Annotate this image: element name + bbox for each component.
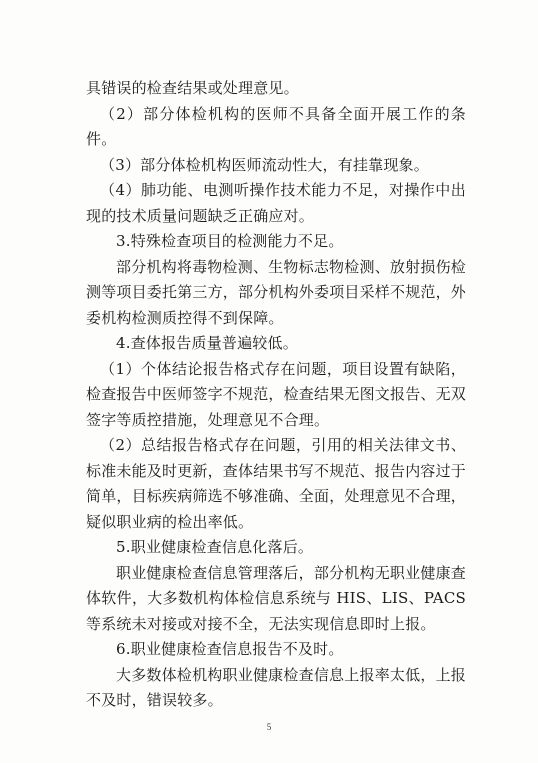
paragraph-continuation: 具错误的检查结果或处理意见。 [86,79,299,97]
paragraph-section-5: 职业健康检查信息管理落后，部分机构无职业健康查体软件，大多数机构体检信息系统与 HIS、LIS、PACS 等系统未对接或对接不全，无法实现信息即时上报。 [86,563,466,633]
paragraph-section-6: 大多数体检机构职业健康检查信息上报率太低，上报不及时，错误较多。 [86,665,466,709]
paragraph-section-4-item-1: （1）个体结论报告格式存在问题，项目设置有缺陷，检查报告中医师签字不规范，检查结果无图文报告、无双签字等质控措施，处理意见不合理。 [86,359,467,429]
section-heading-5: 5.职业健康检查信息化落后。 [116,538,314,556]
paragraph-item-2: （2）部分体检机构的医师不具备全面开展工作的条件。 [86,104,466,148]
section-heading-6: 6.职业健康检查信息报告不及时。 [116,640,344,658]
section-heading-4: 4.查体报告质量普遍较低。 [116,334,298,352]
paragraph-item-4: （4）肺功能、电测听操作技术能力不足，对操作中出现的技术质量问题缺乏正确应对。 [86,181,466,225]
page-number: 5 [266,722,272,732]
paragraph-section-3: 部分机构将毒物检测、生物标志物检测、放射损伤检测等项目委托第三方，部分机构外委项目采样不规范，外委机构检测质控得不到保障。 [86,257,467,327]
document-body [86,76,466,714]
paragraph-section-4-item-2: （2）总结报告格式存在问题，引用的相关法律文书、标准未能及时更新，查体结果书写不规范、报告内容过于简单，目标疾病筛选不够准确、全面，处理意见不合理，疑似职业病的检出率低。 [86,436,467,531]
section-heading-3: 3.特殊检查项目的检测能力不足。 [116,232,344,250]
paragraph-item-3: （3）部分体检机构医师流动性大，有挂靠现象。 [100,155,429,174]
